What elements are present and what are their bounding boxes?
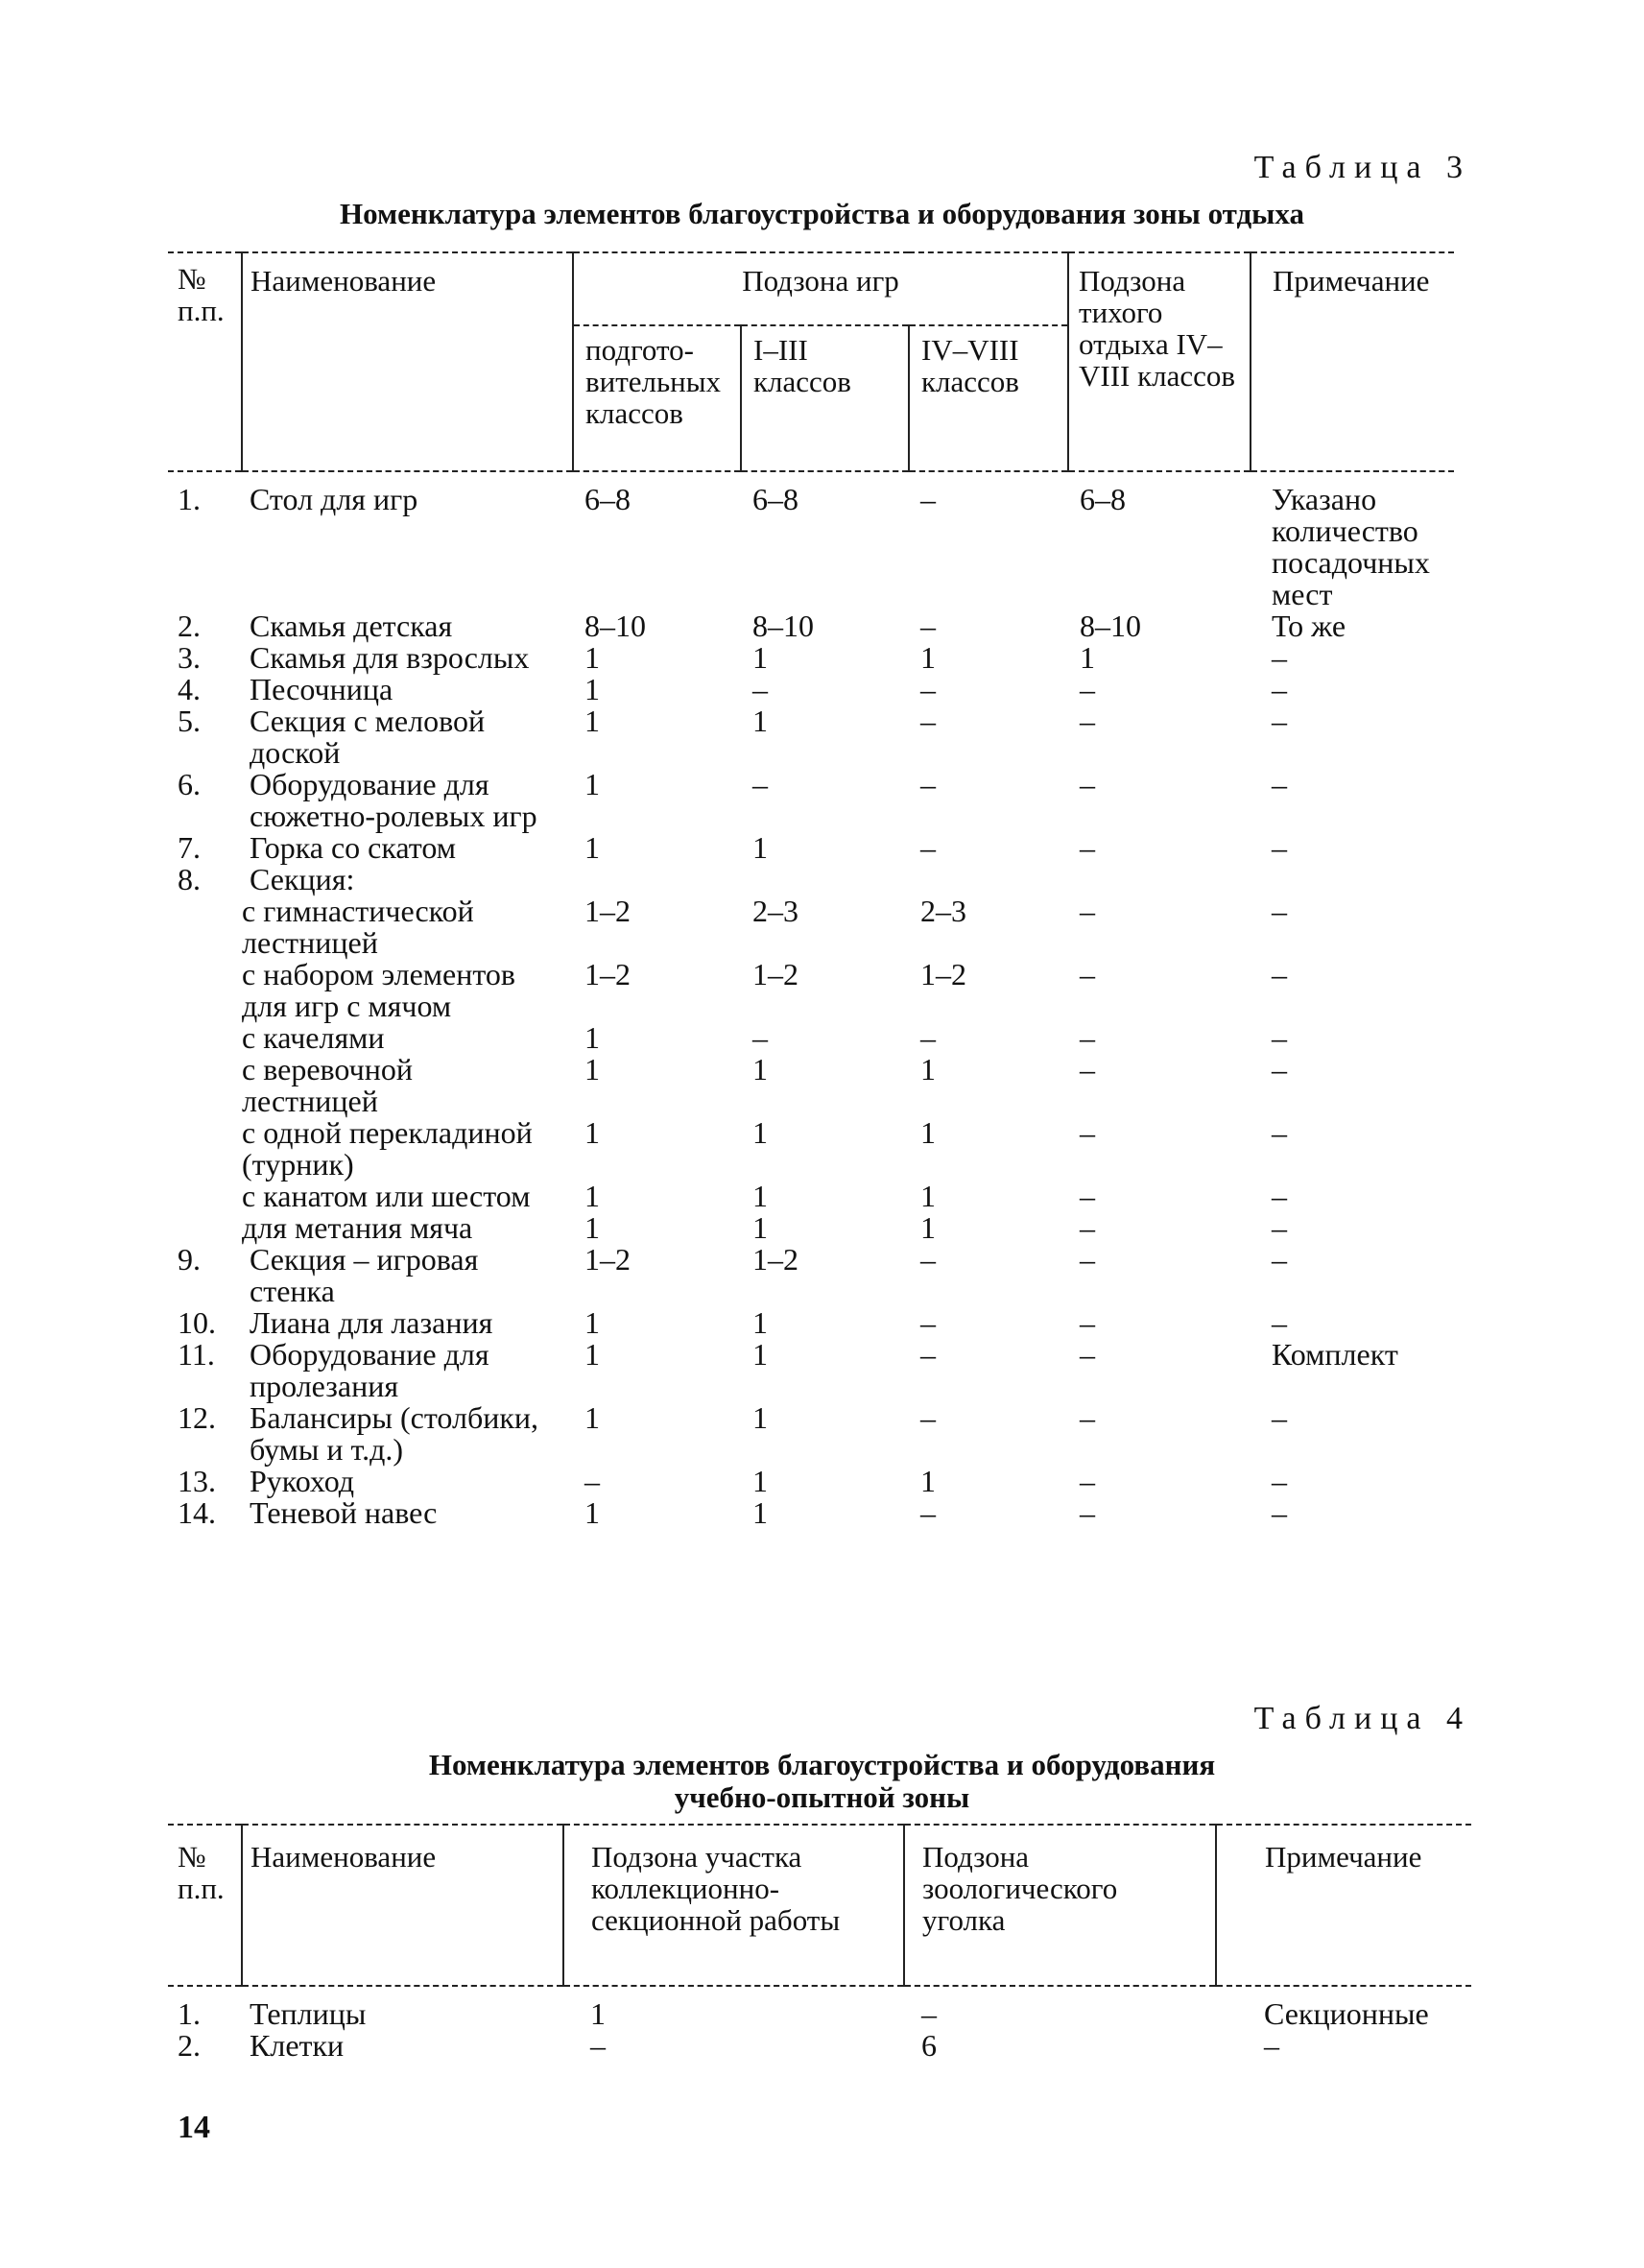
row-note: Комплект bbox=[1272, 1337, 1398, 1372]
row-quiet: – bbox=[1080, 894, 1096, 928]
row-grades-4-8: – bbox=[920, 1020, 936, 1055]
row-name: Лиана для лазания bbox=[250, 1305, 493, 1340]
row-num: 7. bbox=[178, 830, 201, 865]
row-quiet: – bbox=[1080, 672, 1096, 706]
row-grades-4-8: – bbox=[920, 767, 936, 801]
row-prep: – bbox=[584, 1464, 600, 1498]
row-note: – bbox=[1272, 1495, 1288, 1530]
row-grades-1-3: 1–2 bbox=[752, 1242, 798, 1277]
row-note: Указано количество посадочных мест bbox=[1272, 482, 1430, 611]
row-grades-1-3: 1 bbox=[752, 1464, 768, 1498]
row-collection: 1 bbox=[590, 1996, 606, 2031]
row-grades-4-8: – bbox=[920, 1305, 936, 1340]
row-name: Оборудование для пролезания bbox=[250, 1337, 489, 1403]
t4-header-collection: Подзона участка коллекционно-секционной работы bbox=[563, 1825, 904, 1986]
row-grades-1-3: 1 bbox=[752, 640, 768, 675]
row-prep: 8–10 bbox=[584, 609, 646, 643]
header-num: № п.п. bbox=[168, 252, 242, 471]
row-quiet: – bbox=[1080, 830, 1096, 865]
row-name: Секция – игровая стенка bbox=[250, 1242, 479, 1308]
table-row bbox=[168, 1212, 1454, 1244]
row-grades-1-3: 1 bbox=[752, 1400, 768, 1435]
row-grades-1-3: 6–8 bbox=[752, 482, 798, 516]
table-row bbox=[168, 1181, 1454, 1212]
row-name: с качелями bbox=[242, 1020, 385, 1055]
row-collection: – bbox=[590, 2028, 606, 2063]
table-row bbox=[168, 471, 1454, 610]
row-note bbox=[1251, 864, 1454, 895]
header-grades-4-8: IV–VIII классов bbox=[909, 325, 1068, 471]
row-grades-1-3: 1 bbox=[752, 1179, 768, 1213]
row-grades-1-3 bbox=[741, 864, 909, 895]
table3 bbox=[168, 251, 1454, 1529]
row-prep: 1 bbox=[584, 1210, 600, 1245]
table-row bbox=[168, 1986, 1471, 2030]
row-grades-4-8: 1–2 bbox=[920, 957, 966, 991]
row-quiet bbox=[1068, 864, 1251, 895]
row-grades-1-3: 8–10 bbox=[752, 609, 814, 643]
row-grades-1-3: – bbox=[752, 672, 768, 706]
row-num bbox=[168, 1181, 242, 1212]
row-quiet: – bbox=[1080, 1495, 1096, 1530]
row-prep: 1 bbox=[584, 1020, 600, 1055]
row-note: – bbox=[1272, 1305, 1288, 1340]
table3-body bbox=[168, 471, 1454, 1529]
row-grades-4-8: 1 bbox=[920, 1052, 936, 1086]
row-quiet: – bbox=[1080, 1305, 1096, 1340]
row-grades-1-3: 1 bbox=[752, 830, 768, 865]
row-grades-4-8: – bbox=[920, 1337, 936, 1372]
row-prep: 6–8 bbox=[584, 482, 631, 516]
row-note: – bbox=[1272, 957, 1288, 991]
row-name: Секция с меловой доской bbox=[250, 704, 486, 770]
table-row bbox=[168, 642, 1454, 674]
row-prep: 1–2 bbox=[584, 894, 631, 928]
row-quiet: – bbox=[1080, 1337, 1096, 1372]
row-grades-4-8: 1 bbox=[920, 640, 936, 675]
row-grades-4-8: 1 bbox=[920, 1210, 936, 1245]
row-grades-4-8: – bbox=[920, 704, 936, 738]
row-quiet: – bbox=[1080, 767, 1096, 801]
header-quiet-subzone: Подзона тихого отдыха IV–VIII классов bbox=[1068, 252, 1251, 471]
row-zoo: – bbox=[921, 1996, 937, 2031]
row-note: Секционные bbox=[1264, 1996, 1429, 2031]
row-note: – bbox=[1272, 1464, 1288, 1498]
t4-header-name: Наименование bbox=[242, 1825, 563, 1986]
row-name: Скамья детская bbox=[250, 609, 453, 643]
table-row bbox=[168, 959, 1454, 1022]
row-grades-4-8: 1 bbox=[920, 1179, 936, 1213]
table-row bbox=[168, 1402, 1454, 1466]
row-grades-4-8: – bbox=[920, 609, 936, 643]
row-prep bbox=[573, 864, 741, 895]
row-grades-4-8: – bbox=[920, 672, 936, 706]
row-note: – bbox=[1272, 767, 1288, 801]
row-num: 10. bbox=[178, 1305, 216, 1340]
table-row bbox=[168, 1339, 1454, 1402]
row-num: 4. bbox=[178, 672, 201, 706]
row-num: 12. bbox=[178, 1400, 216, 1435]
table3-title: Номенклатура элементов благоустройства и оборудования зоны отдыха bbox=[340, 197, 1304, 230]
row-name: Скамья для взрослых bbox=[250, 640, 530, 675]
header-prep: подгото-вительных классов bbox=[573, 325, 741, 471]
row-grades-1-3: 1 bbox=[752, 1210, 768, 1245]
row-quiet: – bbox=[1080, 1052, 1096, 1086]
row-quiet: – bbox=[1080, 1242, 1096, 1277]
row-grades-4-8: – bbox=[920, 1400, 936, 1435]
row-num: 2. bbox=[178, 2028, 201, 2063]
row-num bbox=[168, 1054, 242, 1117]
row-note: – bbox=[1272, 1115, 1288, 1150]
row-name: Балансиры (столбики, бумы и т.д.) bbox=[250, 1400, 539, 1467]
row-note: – bbox=[1264, 2028, 1279, 2063]
row-num: 13. bbox=[178, 1464, 216, 1498]
row-num: 5. bbox=[178, 704, 201, 738]
row-name: для метания мяча bbox=[242, 1210, 473, 1245]
table-row bbox=[168, 1307, 1454, 1339]
row-name: с набором элементов для игр с мячом bbox=[242, 957, 516, 1023]
table-row bbox=[168, 610, 1454, 642]
row-quiet: 8–10 bbox=[1080, 609, 1142, 643]
row-prep: 1 bbox=[584, 1305, 600, 1340]
t4-header-note: Примечание bbox=[1216, 1825, 1471, 1986]
row-prep: 1 bbox=[584, 1179, 600, 1213]
row-quiet: 1 bbox=[1080, 640, 1096, 675]
row-quiet: – bbox=[1080, 1115, 1096, 1150]
row-num bbox=[168, 1117, 242, 1181]
row-name: с веревочной лестницей bbox=[242, 1052, 413, 1118]
header-name: Наименование bbox=[242, 252, 573, 471]
table-row bbox=[168, 1244, 1454, 1307]
row-num: 14. bbox=[178, 1495, 216, 1530]
row-grades-4-8: 1 bbox=[920, 1115, 936, 1150]
t4-header-zoo: Подзона зоологического уголка bbox=[904, 1825, 1216, 1986]
row-name: Теплицы bbox=[250, 1996, 367, 2031]
row-quiet: – bbox=[1080, 957, 1096, 991]
row-num: 9. bbox=[178, 1242, 201, 1277]
row-grades-1-3: 1 bbox=[752, 1052, 768, 1086]
table-row bbox=[168, 674, 1454, 705]
header-note: Примечание bbox=[1251, 252, 1454, 471]
row-note: То же bbox=[1272, 609, 1346, 643]
row-grades-4-8: – bbox=[920, 1495, 936, 1530]
row-note: – bbox=[1272, 640, 1288, 675]
row-grades-4-8: – bbox=[920, 830, 936, 865]
table-row bbox=[168, 2030, 1471, 2062]
row-note: – bbox=[1272, 1400, 1288, 1435]
table4-label: Таблица 4 bbox=[1253, 1701, 1471, 1736]
row-zoo: 6 bbox=[921, 2028, 937, 2063]
row-name: Песочница bbox=[250, 672, 393, 706]
table-row bbox=[168, 769, 1454, 832]
row-note: – bbox=[1272, 672, 1288, 706]
row-grades-1-3: 1 bbox=[752, 1115, 768, 1150]
row-prep: 1–2 bbox=[584, 957, 631, 991]
row-prep: 1 bbox=[584, 1115, 600, 1150]
table-row bbox=[168, 1117, 1454, 1181]
table-row bbox=[168, 895, 1454, 959]
row-prep: 1 bbox=[584, 1400, 600, 1435]
table-row bbox=[168, 1022, 1454, 1054]
table-row bbox=[168, 832, 1454, 864]
header-play-subzone: Подзона игр bbox=[573, 252, 1068, 325]
table-row bbox=[168, 864, 1454, 895]
row-grades-1-3: – bbox=[752, 767, 768, 801]
row-grades-4-8: 2–3 bbox=[920, 894, 966, 928]
header-grades-1-3: I–III классов bbox=[741, 325, 909, 471]
row-note: – bbox=[1272, 894, 1288, 928]
row-grades-4-8: 1 bbox=[920, 1464, 936, 1498]
row-prep: 1–2 bbox=[584, 1242, 631, 1277]
row-grades-1-3: – bbox=[752, 1020, 768, 1055]
row-grades-1-3: 2–3 bbox=[752, 894, 798, 928]
table-row bbox=[168, 1466, 1454, 1497]
row-note: – bbox=[1272, 1052, 1288, 1086]
t4-header-num: № п.п. bbox=[168, 1825, 242, 1986]
row-quiet: – bbox=[1080, 1400, 1096, 1435]
table-row bbox=[168, 1054, 1454, 1117]
row-grades-4-8 bbox=[909, 864, 1068, 895]
row-prep: 1 bbox=[584, 1052, 600, 1086]
table-row bbox=[168, 1497, 1454, 1529]
row-grades-4-8: – bbox=[920, 1242, 936, 1277]
row-quiet: – bbox=[1080, 1210, 1096, 1245]
row-note: – bbox=[1272, 1210, 1288, 1245]
row-grades-1-3: 1 bbox=[752, 704, 768, 738]
page-number: 14 bbox=[178, 2110, 210, 2145]
row-quiet: – bbox=[1080, 704, 1096, 738]
row-name: Клетки bbox=[250, 2028, 345, 2063]
row-quiet: – bbox=[1080, 1179, 1096, 1213]
row-name: с гимнастической лестницей bbox=[242, 894, 474, 960]
row-num bbox=[168, 959, 242, 1022]
row-name: Теневой навес bbox=[250, 1495, 438, 1530]
row-name: Горка со скатом bbox=[250, 830, 456, 865]
row-prep: 1 bbox=[584, 704, 600, 738]
table-row bbox=[168, 705, 1454, 769]
row-name: Оборудование для сюжетно-ролевых игр bbox=[250, 767, 537, 833]
row-prep: 1 bbox=[584, 1337, 600, 1372]
row-note: – bbox=[1272, 1020, 1288, 1055]
row-num bbox=[168, 895, 242, 959]
row-quiet: – bbox=[1080, 1464, 1096, 1498]
row-prep: 1 bbox=[584, 672, 600, 706]
row-note: – bbox=[1272, 704, 1288, 738]
table4-title-line1: Номенклатура элементов благоустройства и оборудования bbox=[428, 1748, 1216, 1781]
row-num bbox=[168, 1022, 242, 1054]
row-grades-4-8: – bbox=[920, 482, 936, 516]
row-num: 8. bbox=[178, 862, 201, 896]
row-note: – bbox=[1272, 1242, 1288, 1277]
table4 bbox=[168, 1824, 1471, 2062]
row-name: Секция: bbox=[250, 862, 355, 896]
row-prep: 1 bbox=[584, 767, 600, 801]
row-prep: 1 bbox=[584, 830, 600, 865]
row-quiet: 6–8 bbox=[1080, 482, 1127, 516]
row-name: Рукоход bbox=[250, 1464, 355, 1498]
row-num: 1. bbox=[178, 1996, 201, 2031]
row-grades-1-3: 1 bbox=[752, 1305, 768, 1340]
row-num: 6. bbox=[178, 767, 201, 801]
row-quiet: – bbox=[1080, 1020, 1096, 1055]
row-num: 11. bbox=[178, 1337, 215, 1372]
row-grades-1-3: 1–2 bbox=[752, 957, 798, 991]
row-note: – bbox=[1272, 830, 1288, 865]
row-num: 3. bbox=[178, 640, 201, 675]
row-num bbox=[168, 1212, 242, 1244]
table4-title-line2: учебно-опытной зоны bbox=[674, 1780, 970, 1814]
table3-label: Таблица 3 bbox=[1253, 150, 1471, 185]
row-name: Стол для игр bbox=[250, 482, 418, 516]
row-name: с одной перекладиной (турник) bbox=[242, 1115, 533, 1182]
row-prep: 1 bbox=[584, 1495, 600, 1530]
row-grades-1-3: 1 bbox=[752, 1495, 768, 1530]
row-name: с канатом или шестом bbox=[242, 1179, 531, 1213]
table4-body bbox=[168, 1986, 1471, 2062]
row-note: – bbox=[1272, 1179, 1288, 1213]
row-num: 2. bbox=[178, 609, 201, 643]
row-grades-1-3: 1 bbox=[752, 1337, 768, 1372]
row-prep: 1 bbox=[584, 640, 600, 675]
row-num: 1. bbox=[178, 482, 201, 516]
